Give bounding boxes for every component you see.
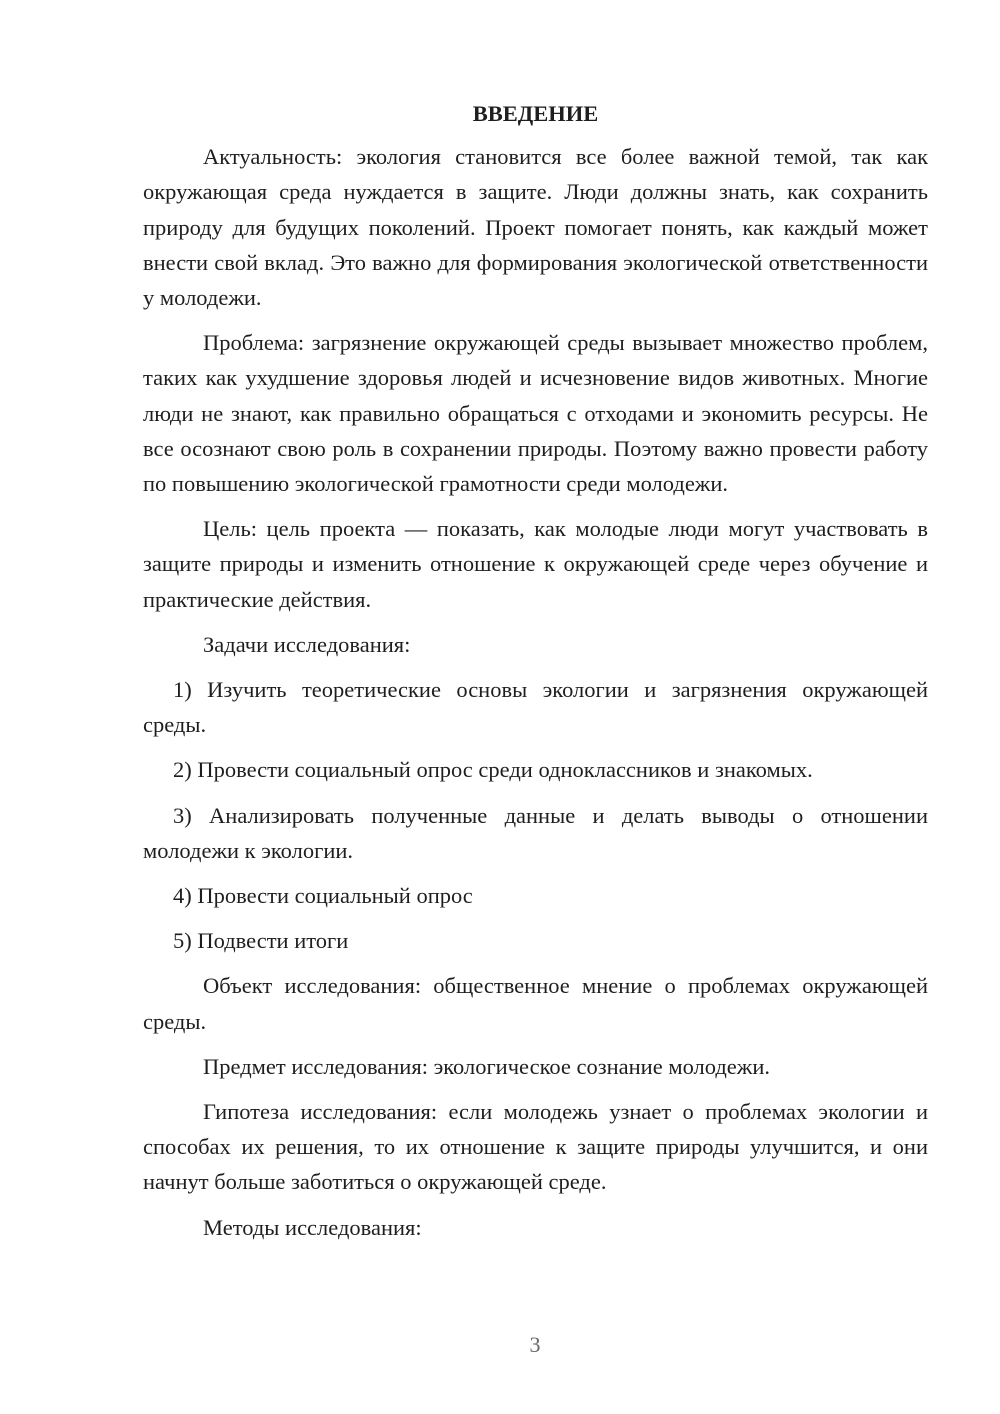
paragraph-hypothesis: Гипотеза исследования: если молодежь узнает о проблемах экологии и способах их решения, то их отношение к защите природы улучшится, и они начнут больше заботиться о окружающей среде. <box>143 1099 928 1195</box>
task-item-2: 2) Провести социальный опрос среди одноклассников и знакомых. <box>173 757 813 783</box>
paragraph-subject: Предмет исследования: экологическое сознание молодежи. <box>203 1053 771 1079</box>
page-number: 3 <box>529 1332 541 1357</box>
task-item-5: 5) Подвести итоги <box>173 928 349 954</box>
task-item-1: 1) Изучить теоретические основы экологии и загрязнения окружающей среды. <box>143 677 928 738</box>
task-item-4: 4) Провести социальный опрос <box>173 883 473 909</box>
paragraph-goal: Цель: цель проекта — показать, как молодые люди могут участвовать в защите природы и изменить отношение к окружающей среде через обучение и практические действия. <box>143 516 928 612</box>
task-item-3: 3) Анализировать полученные данные и делать выводы о отношении молодежи к экологии. <box>143 802 928 863</box>
section-title: ВВЕДЕНИЕ <box>472 101 599 126</box>
paragraph-tasks-heading: Задачи исследования: <box>203 631 411 657</box>
paragraph-problem: Проблема: загрязнение окружающей среды вызывает множество проблем, таких как ухудшение здоровья людей и исчезновение видов животных. Многие люди не знают, как правильно обращаться с отходами и экономить ресурсы. Не все осознают свою роль в сохранении природы. Поэтому важно провести работу по повышению экологической грамотности среди молодежи. <box>143 330 928 497</box>
document-page <box>143 96 928 1245</box>
paragraph-object: Объект исследования: общественное мнение о проблемах окружающей среды. <box>143 973 928 1034</box>
paragraph-methods: Методы исследования: <box>203 1214 422 1240</box>
paragraph-relevance: Актуальность: экология становится все более важной темой, так как окружающая среда нуждается в защите. Люди должны знать, как сохранить природу для будущих поколений. Проект помогает понять, как каждый может внести свой вклад. Это важно для формирования экологической ответственности у молодежи. <box>143 144 928 311</box>
